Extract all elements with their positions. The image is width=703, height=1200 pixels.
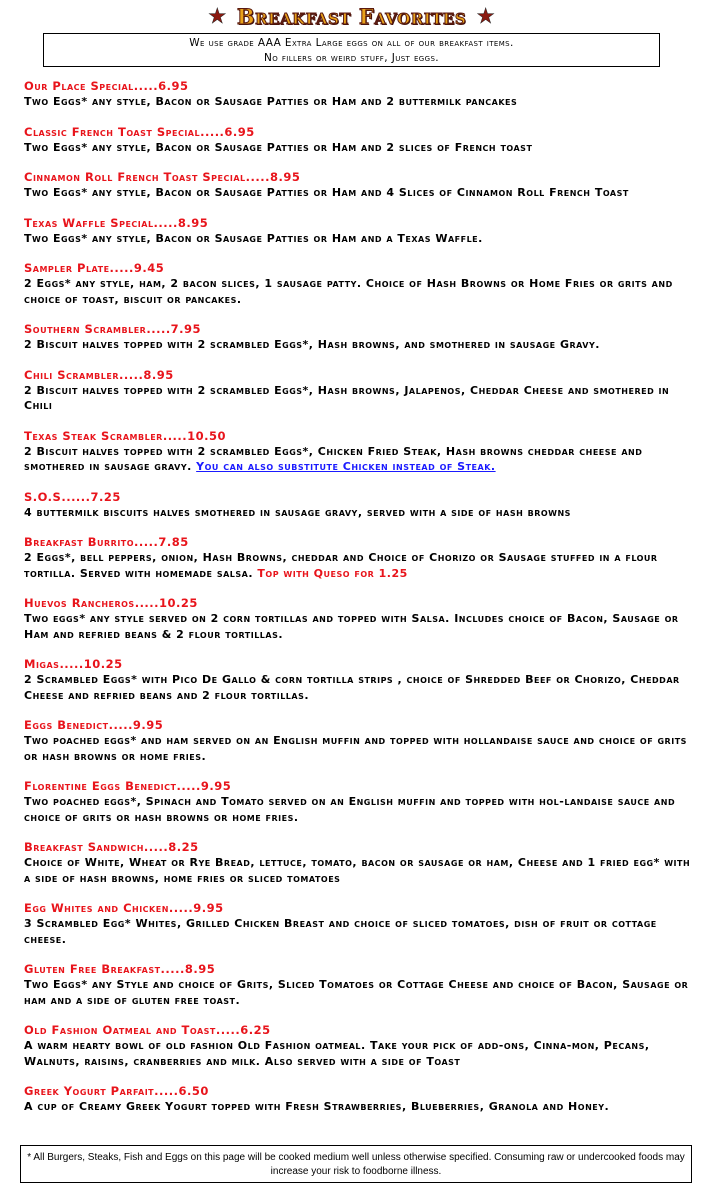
star-icon-left: ★ <box>207 4 227 28</box>
menu-item-title: Our Place Special.....6.95 <box>24 79 189 93</box>
menu-item <box>24 962 696 1008</box>
menu-item-description: 2 Biscuit halves topped with 2 scrambled Eggs*, Chicken Fried Steak, Hash browns cheddar cheese and smothered in sausage gravy. You can also substitute Chicken instead of Steak. <box>24 444 643 473</box>
menu-item-title: Sampler Plate.....9.45 <box>24 261 165 275</box>
menu-item <box>24 840 696 886</box>
menu-item-title: S.O.S......7.25 <box>24 489 121 504</box>
menu-item <box>24 901 696 947</box>
menu-item-description: 2 Eggs* any style, ham, 2 bacon slices, 1 sausage patty. Choice of Hash Browns or Home Fries or grits and choice of toast, biscuit or pancakes. <box>24 277 673 306</box>
menu-item <box>24 261 696 307</box>
menu-item-description: 4 buttermilk biscuits halves smothered in sausage gravy, served with a side of hash browns <box>24 505 571 519</box>
menu-list <box>24 79 696 1130</box>
menu-item-description: Choice of White, Wheat or Rye Bread, lettuce, tomato, bacon or sausage or ham, Cheese and 1 fried egg* with a side of hash browns, home fries or sliced tomatoes <box>24 856 691 885</box>
menu-item-description: 2 Scrambled Eggs* with Pico De Gallo & corn tortilla strips , choice of Shredded Beef or Chorizo, Cheddar Cheese and refried beans and 2 flour tortillas. <box>24 673 680 702</box>
menu-item-title: Migas.....10.25 <box>24 657 123 671</box>
menu-item-title: Southern Scrambler.....7.95 <box>24 322 202 336</box>
menu-title: Breakfast Favorites <box>236 4 467 29</box>
menu-item-description: 3 Scrambled Egg* Whites, Grilled Chicken Breast and choice of sliced tomatoes, dish of fruit or cottage cheese. <box>24 917 657 946</box>
menu-item-title: Gluten Free Breakfast.....8.95 <box>24 962 216 976</box>
menu-item-description: 2 Eggs*, bell peppers, onion, Hash Browns, cheddar and Choice of Chorizo or Sausage stuffed in a flour tortilla. Served with homemade salsa. Top with Queso for 1.25 <box>24 551 658 580</box>
menu-item <box>24 1084 696 1115</box>
menu-item-title: Texas Waffle Special.....8.95 <box>24 215 209 230</box>
menu-item <box>24 535 696 581</box>
menu-item <box>24 657 696 703</box>
menu-item <box>24 125 696 156</box>
egg-notice-line-2: No fillers or weird stuff, Just eggs. <box>263 52 440 64</box>
menu-item-title: Breakfast Sandwich.....8.25 <box>24 840 199 854</box>
menu-item-title: Egg Whites and Chicken.....9.95 <box>24 901 224 915</box>
menu-item <box>24 170 696 201</box>
menu-header <box>0 4 703 29</box>
egg-notice-line-1: We use grade AAA Extra Large eggs on all of our breakfast items. <box>189 37 514 49</box>
menu-item-description: A cup of Creamy Greek Yogurt topped with Fresh Strawberries, Blueberries, Granola and Honey. <box>24 1100 610 1113</box>
menu-item-title: Classic French Toast Special.....6.95 <box>24 124 255 139</box>
menu-item-description: Two eggs* any style served on 2 corn tortillas and topped with Salsa. Includes choice of Bacon, Sausage or Ham and refried beans & 2 flour tortillas. <box>24 612 679 641</box>
menu-item <box>24 322 696 353</box>
menu-item-description: Two Eggs* any style, Bacon or Sausage Patties or Ham and 2 slices of French toast <box>24 140 533 154</box>
menu-item-title: Old Fashion Oatmeal and Toast.....6.25 <box>24 1023 271 1037</box>
menu-item-description: Two poached eggs*, Spinach and Tomato served on an English muffin and topped with hol-landaise sauce and choice of grits or hash browns or home fries. <box>24 795 676 824</box>
egg-notice-box <box>43 33 660 67</box>
menu-item-description: Two Eggs* any style, Bacon or Sausage Patties or Ham and 4 Slices of Cinnamon Roll French Toast <box>24 186 629 199</box>
menu-item <box>24 490 696 521</box>
menu-item <box>24 1023 696 1069</box>
queso-addon-note: Top with Queso for 1.25 <box>257 566 408 580</box>
menu-item-description: A warm hearty bowl of old fashion Old Fashion oatmeal. Take your pick of add-ons, Cinna-mon, Pecans, Walnuts, raisins, cranberries and milk. Also served with a side of Toast <box>24 1039 650 1068</box>
menu-item-description: Two poached eggs* and ham served on an English muffin and topped with hollandaise sauce and choice of grits or hash browns or home fries. <box>24 734 687 763</box>
star-icon-right: ★ <box>476 4 496 28</box>
menu-item-description: Two Eggs* any style, Bacon or Sausage Patties or Ham and a Texas Waffle. <box>24 231 483 245</box>
menu-item-title: Chili Scrambler.....8.95 <box>24 367 174 382</box>
menu-item-title: Greek Yogurt Parfait.....6.50 <box>24 1084 209 1098</box>
menu-item <box>24 368 696 414</box>
menu-item <box>24 596 696 642</box>
substitute-chicken-link[interactable]: You can also substitute Chicken instead of Steak. <box>196 460 496 473</box>
menu-item <box>24 429 696 475</box>
menu-item <box>24 718 696 764</box>
menu-item-description: 2 Biscuit halves topped with 2 scrambled Eggs*, Hash browns, Jalapenos, Cheddar Cheese and smothered in Chili <box>24 383 670 412</box>
menu-item-description: Two Eggs* any Style and choice of Grits, Sliced Tomatoes or Cottage Cheese and choice of Bacon, Sausage or ham and a side of gluten free toast. <box>24 978 689 1007</box>
menu-item-title: Huevos Rancheros.....10.25 <box>24 596 198 610</box>
menu-item-title: Texas Steak Scrambler.....10.50 <box>24 428 227 443</box>
menu-item-description: 2 Biscuit halves topped with 2 scrambled Eggs*, Hash browns, and smothered in sausage Gravy. <box>24 338 600 351</box>
menu-item-description: Two Eggs* any style, Bacon or Sausage Patties or Ham and 2 buttermilk pancakes <box>24 95 518 108</box>
menu-item-title: Florentine Eggs Benedict.....9.95 <box>24 779 232 793</box>
menu-item <box>24 779 696 825</box>
menu-item <box>24 79 696 110</box>
menu-item <box>24 216 696 247</box>
menu-item-title: Breakfast Burrito.....7.85 <box>24 535 189 549</box>
menu-item-title: Cinnamon Roll French Toast Special.....8.95 <box>24 170 301 184</box>
menu-item-title: Eggs Benedict.....9.95 <box>24 718 164 732</box>
food-safety-disclaimer: * All Burgers, Steaks, Fish and Eggs on this page will be cooked medium well unless otherwise specified. Consuming raw or undercooked foods may increase your risk to foodborne illness. <box>20 1145 692 1183</box>
